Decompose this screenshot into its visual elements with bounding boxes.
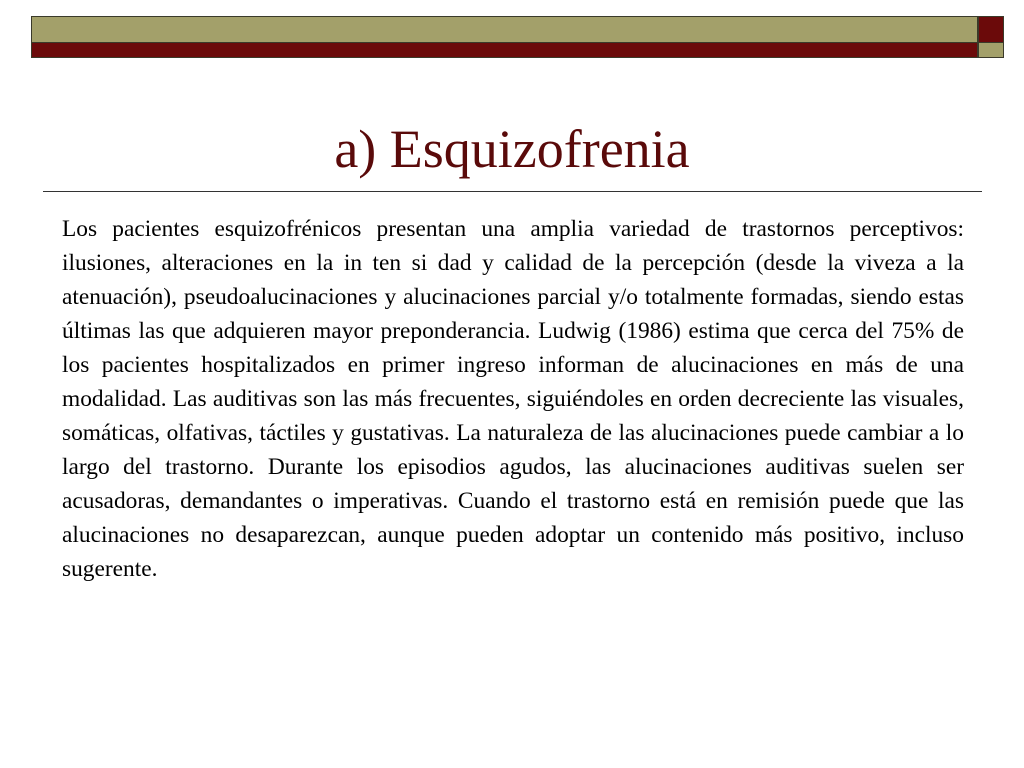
header-bar-red	[31, 42, 978, 58]
slide-body-text: Los pacientes esquizofrénicos presentan una amplia variedad de trastornos perceptivos: ilusiones, alteraciones en la in ten si dad y calidad de la percepción (desde la viveza a la atenuación), pseudoalucinaciones y alucinaciones parcial y/o totalmente formadas, siendo estas últimas las que adquieren mayor preponderancia. Ludwig (1986) estima que cerca del 75% de los pacientes hospitalizados en primer ingreso informan de alucinaciones en más de una modalidad. Las auditivas son las más frecuentes, siguiéndoles en orden decreciente las visuales, somáticas, olfativas, táctiles y gustativas. La naturaleza de las alucinaciones puede cambiar a lo largo del trastorno. Durante los episodios agudos, las alucinaciones auditivas suelen ser acusadoras, demandantes o imperativas. Cuando el trastorno está en remisión puede que las alucinaciones no desaparezcan, aunque pueden adoptar un contenido más positivo, incluso sugerente.	[62, 216, 964, 582]
header-bar-olive	[31, 16, 978, 43]
header-square-olive	[978, 42, 1004, 58]
header-square-red	[978, 16, 1004, 43]
title-divider	[43, 191, 982, 192]
slide-title: a) Esquizofrenia	[334, 119, 690, 179]
